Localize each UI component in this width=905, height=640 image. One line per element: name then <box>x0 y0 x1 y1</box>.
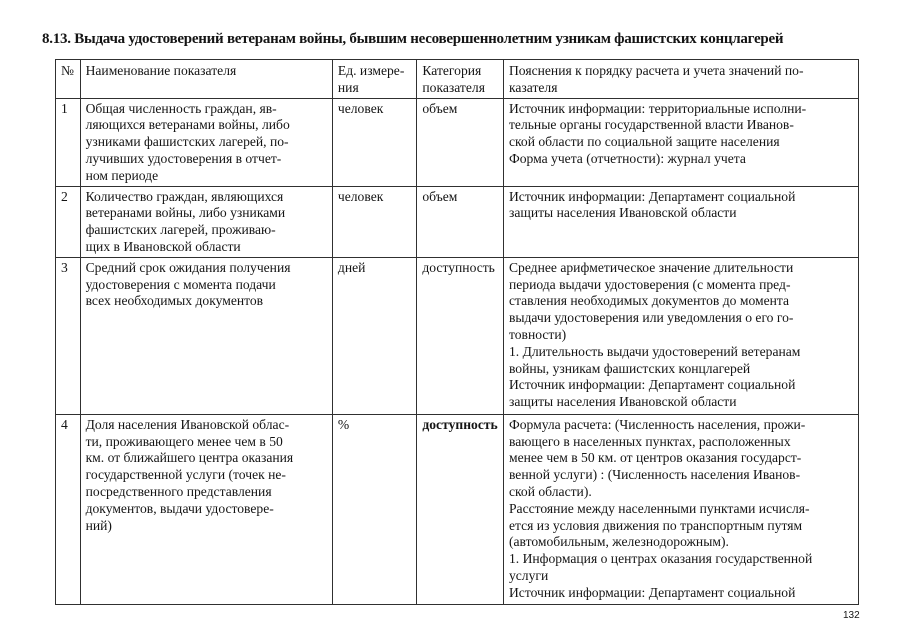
text-line: менее чем в 50 км. от центров оказания государст- <box>508 450 802 466</box>
text-line: Источник информации: территориальные исполни- <box>508 100 807 116</box>
row-name <box>80 186 332 257</box>
row-num: 3 <box>56 257 81 414</box>
text-line: Среднее арифметическое значение длительности <box>508 259 794 275</box>
text-line: казателя <box>508 79 558 95</box>
table-header-row <box>56 60 859 99</box>
row-category: объем <box>417 98 504 186</box>
text-line: ний) <box>85 517 112 533</box>
text-line: ти, проживающего менее чем в 50 <box>85 433 283 449</box>
row-notes <box>503 414 858 604</box>
text-line: ской области по социальной защите населения <box>508 134 780 150</box>
text-line: Форма учета (отчетности): журнал учета <box>508 150 746 166</box>
text-line: 1. Длительность выдачи удостоверений ветеранам <box>508 343 801 359</box>
text-line: выдачи удостоверения или уведомления о его го- <box>508 310 794 326</box>
text-line: всех необходимых документов <box>85 293 264 309</box>
header-name <box>80 60 332 99</box>
text-line: Источник информации: Департамент социальной <box>508 377 796 393</box>
text-line: вающего в населенных пунктах, расположенных <box>508 433 791 449</box>
text-line: удостоверения с момента подачи <box>85 276 276 292</box>
text-line: тельные органы государственной власти Иванов- <box>508 117 794 133</box>
row-notes <box>503 98 858 186</box>
header-notes <box>503 60 858 99</box>
row-notes <box>503 257 858 414</box>
text-line: км. от ближайшего центра оказания <box>85 450 294 466</box>
header-unit <box>332 60 416 99</box>
text-line: щих в Ивановской области <box>85 238 241 254</box>
row-unit: дней <box>332 257 416 414</box>
text-line: периода выдачи удостоверения (с момента пред- <box>508 276 791 292</box>
text-line: ном периоде <box>85 167 159 183</box>
text-line: узниками фашистских лагерей, по- <box>85 134 289 150</box>
row-unit: % <box>332 414 416 604</box>
row-name <box>80 414 332 604</box>
row-num: 1 <box>56 98 81 186</box>
text-line: Источник информации: Департамент социальной <box>508 188 796 204</box>
text-line: Доля населения Ивановской облас- <box>85 416 290 432</box>
text-line: (автомобильным, железнодорожным). <box>508 534 729 550</box>
text-line: Наименование показателя <box>85 63 237 78</box>
text-line: услуги <box>508 567 549 583</box>
row-num: 2 <box>56 186 81 257</box>
table-row <box>56 257 859 414</box>
text-line: ется из условия движения по транспортным путям <box>508 517 803 533</box>
text-line: Количество граждан, являющихся <box>85 188 284 204</box>
text-line: фашистских лагерей, проживаю- <box>85 222 276 238</box>
row-unit: человек <box>332 98 416 186</box>
text-line: посредственного представления <box>85 483 272 499</box>
text-line: Категория <box>422 63 482 78</box>
text-line: Пояснения к порядку расчета и учета значений по- <box>508 63 804 78</box>
table-row <box>56 98 859 186</box>
text-line: показателя <box>422 79 485 95</box>
text-line: защиты населения Ивановской области <box>508 394 737 410</box>
header-num: № <box>56 60 81 99</box>
text-line: ставления необходимых документов до момента <box>508 293 790 309</box>
text-line: Источник информации: Департамент социальной <box>508 584 796 600</box>
row-category: доступность <box>417 257 504 414</box>
row-category: доступность <box>417 414 504 604</box>
text-line: ляющихся ветеранами войны, либо <box>85 117 290 133</box>
text-line: войны, узникам фашистских концлагерей <box>508 360 751 376</box>
table-row <box>56 414 859 604</box>
text-line: Ед. измере- <box>337 63 405 78</box>
row-notes <box>503 186 858 257</box>
text-line: лучивших удостоверения в отчет- <box>85 150 282 166</box>
row-num: 4 <box>56 414 81 604</box>
indicators-table <box>55 59 859 605</box>
text-line: государственной услуги (точек не- <box>85 467 286 483</box>
text-line: Формула расчета: (Численность населения, прожи- <box>508 416 806 432</box>
text-line: Общая численность граждан, яв- <box>85 100 277 116</box>
page-number: 132 <box>843 610 860 621</box>
row-name <box>80 98 332 186</box>
text-line: защиты населения Ивановской области <box>508 205 737 221</box>
text-line: 1. Информация о центрах оказания государственной <box>508 551 813 567</box>
section-heading: 8.13. Выдача удостоверений ветеранам войны, бывшим несовершеннолетним узникам фашистских концлагерей <box>42 31 784 47</box>
text-line: документов, выдачи удостовере- <box>85 500 274 516</box>
table-row <box>56 186 859 257</box>
text-line: ской области). <box>508 483 592 499</box>
row-unit: человек <box>332 186 416 257</box>
text-line: венной услуги) : (Численность населения Иванов- <box>508 467 801 483</box>
text-line: Расстояние между населенными пунктами исчисля- <box>508 500 810 516</box>
text-line: Средний срок ожидания получения <box>85 259 291 275</box>
text-line: товности) <box>508 326 567 342</box>
header-category <box>417 60 504 99</box>
row-category: объем <box>417 186 504 257</box>
text-line: ния <box>337 79 359 95</box>
row-name <box>80 257 332 414</box>
text-line: ветеранами войны, либо узниками <box>85 205 286 221</box>
